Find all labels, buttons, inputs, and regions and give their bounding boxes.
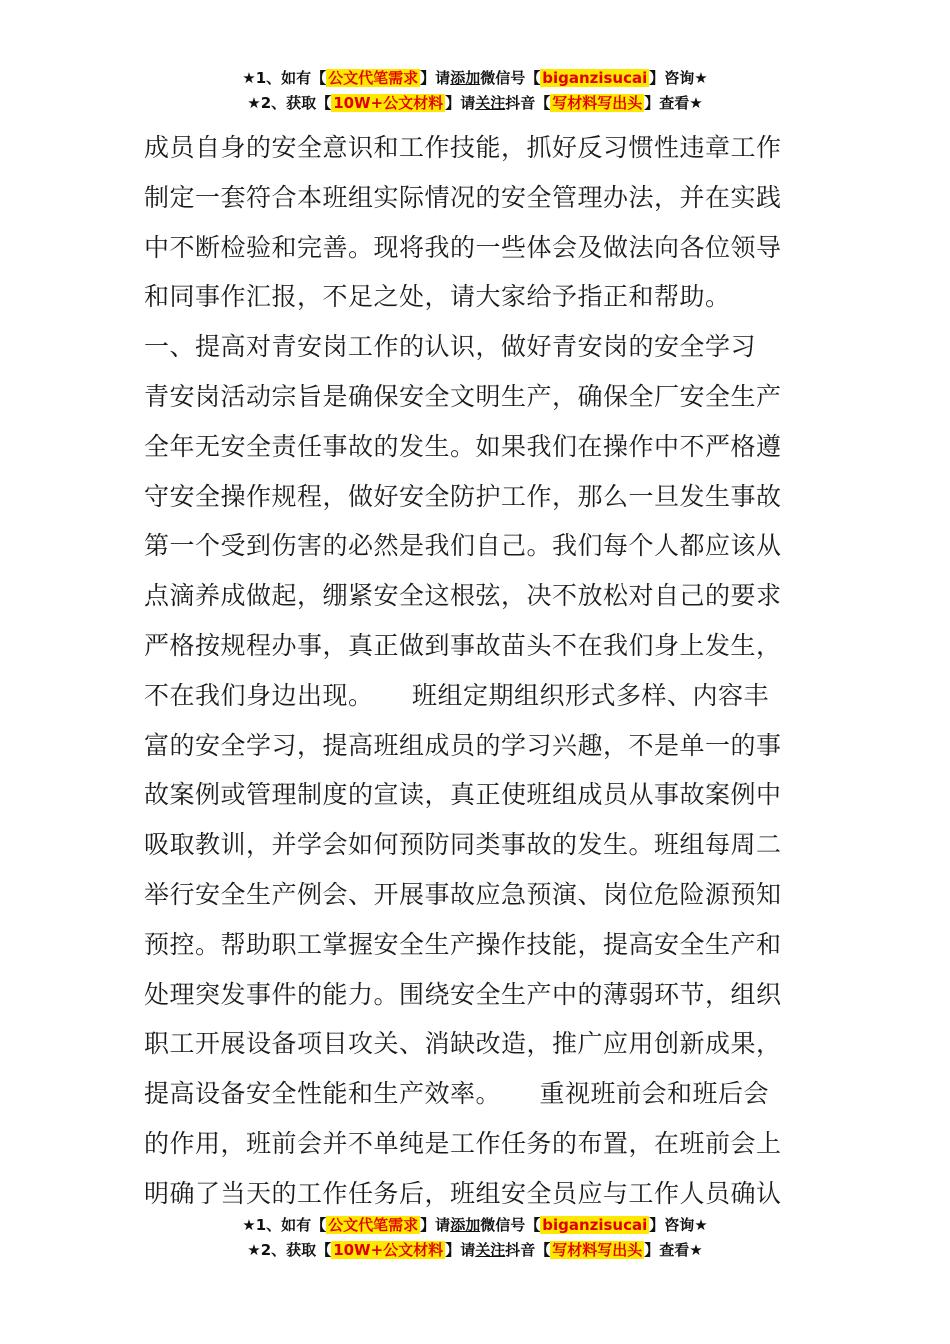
banner-text: 】请 <box>445 94 476 112</box>
banner-text: 微信号【 <box>480 1216 541 1234</box>
banner-text: 】咨询★ <box>649 69 708 87</box>
body-line: 举行安全生产例会、开展事故应急预演、岗位危险源预知 <box>144 879 782 909</box>
banner-text: 抖音【 <box>505 94 551 112</box>
banner-text: 】请 <box>420 1216 451 1234</box>
body-line: 明确了当天的工作任务后，班组安全员应与工作人员确认 <box>144 1178 782 1208</box>
banner-text: ★1、如有【 <box>242 1216 327 1234</box>
banner-text: 抖音【 <box>505 1241 551 1259</box>
banner-underline: 关注 <box>475 94 506 112</box>
banner-underline: 添加 <box>450 1216 481 1234</box>
banner-text: 】请 <box>445 1241 476 1259</box>
body-line: 严格按规程办事，真正做到事故苗头不在我们身上发生， <box>144 630 782 660</box>
body-line: 点滴养成做起，绷紧安全这根弦，决不放松对自己的要求 <box>144 581 782 611</box>
banner-highlight: 写材料写出头 <box>552 94 643 112</box>
body-line: 中不断检验和完善。现将我的一些体会及做法向各位领导 <box>144 232 782 262</box>
banner-underline: 关注 <box>475 1241 506 1259</box>
banner-highlight: biganzisucai <box>542 1216 648 1234</box>
body-line: 故案例或管理制度的宣读，真正使班组成员从事故案例中 <box>144 780 782 810</box>
body-line: 提高设备安全性能和生产效率。 重视班前会和班后会 <box>144 1079 770 1109</box>
banner-text: 】查看★ <box>644 94 703 112</box>
body-line: 职工开展设备项目攻关、消缺改造，推广应用创新成果， <box>144 1029 782 1059</box>
banner-text: ★2、获取【 <box>247 94 332 112</box>
banner-line-2 <box>0 1238 950 1263</box>
body-line: 守安全操作规程，做好安全防护工作，那么一旦发生事故 <box>144 481 782 511</box>
body-line: 预控。帮助职工掌握安全生产操作技能，提高安全生产和 <box>144 929 782 959</box>
banner-line-1 <box>0 66 950 91</box>
body-line: 一、提高对青安岗工作的认识，做好青安岗的安全学习 <box>144 332 757 362</box>
banner-line-2 <box>0 91 950 116</box>
body-line: 和同事作汇报，不足之处，请大家给予指正和帮助。 <box>144 282 731 312</box>
banner-line-1 <box>0 1213 950 1238</box>
header-banner <box>0 66 950 116</box>
banner-highlight: 公文代笔需求 <box>328 1216 419 1234</box>
body-line: 制定一套符合本班组实际情况的安全管理办法，并在实践 <box>144 182 782 212</box>
banner-text: 】请 <box>420 69 451 87</box>
document-body <box>144 123 814 1219</box>
banner-highlight: 10W+公文材料 <box>333 1241 444 1259</box>
body-line: 不在我们身边出现。 班组定期组织形式多样、内容丰 <box>144 680 770 710</box>
banner-text: 微信号【 <box>480 69 541 87</box>
banner-highlight: biganzisucai <box>542 69 648 87</box>
banner-highlight: 写材料写出头 <box>552 1241 643 1259</box>
banner-highlight: 10W+公文材料 <box>333 94 444 112</box>
banner-text: ★1、如有【 <box>242 69 327 87</box>
body-line: 富的安全学习，提高班组成员的学习兴趣，不是单一的事 <box>144 730 782 760</box>
body-line: 吸取教训，并学会如何预防同类事故的发生。班组每周二 <box>144 830 782 860</box>
banner-highlight: 公文代笔需求 <box>328 69 419 87</box>
body-line: 全年无安全责任事故的发生。如果我们在操作中不严格遵 <box>144 431 782 461</box>
body-line: 的作用，班前会并不单纯是工作任务的布置，在班前会上 <box>144 1128 782 1158</box>
body-line: 处理突发事件的能力。围绕安全生产中的薄弱环节，组织 <box>144 979 782 1009</box>
banner-text: ★2、获取【 <box>247 1241 332 1259</box>
body-line: 成员自身的安全意识和工作技能，抓好反习惯性违章工作 <box>144 133 782 162</box>
banner-text: 】咨询★ <box>649 1216 708 1234</box>
banner-underline: 添加 <box>450 69 481 87</box>
body-line: 青安岗活动宗旨是确保安全文明生产，确保全厂安全生产 <box>144 381 782 411</box>
body-line: 第一个受到伤害的必然是我们自己。我们每个人都应该从 <box>144 531 782 561</box>
footer-banner <box>0 1213 950 1263</box>
banner-text: 】查看★ <box>644 1241 703 1259</box>
